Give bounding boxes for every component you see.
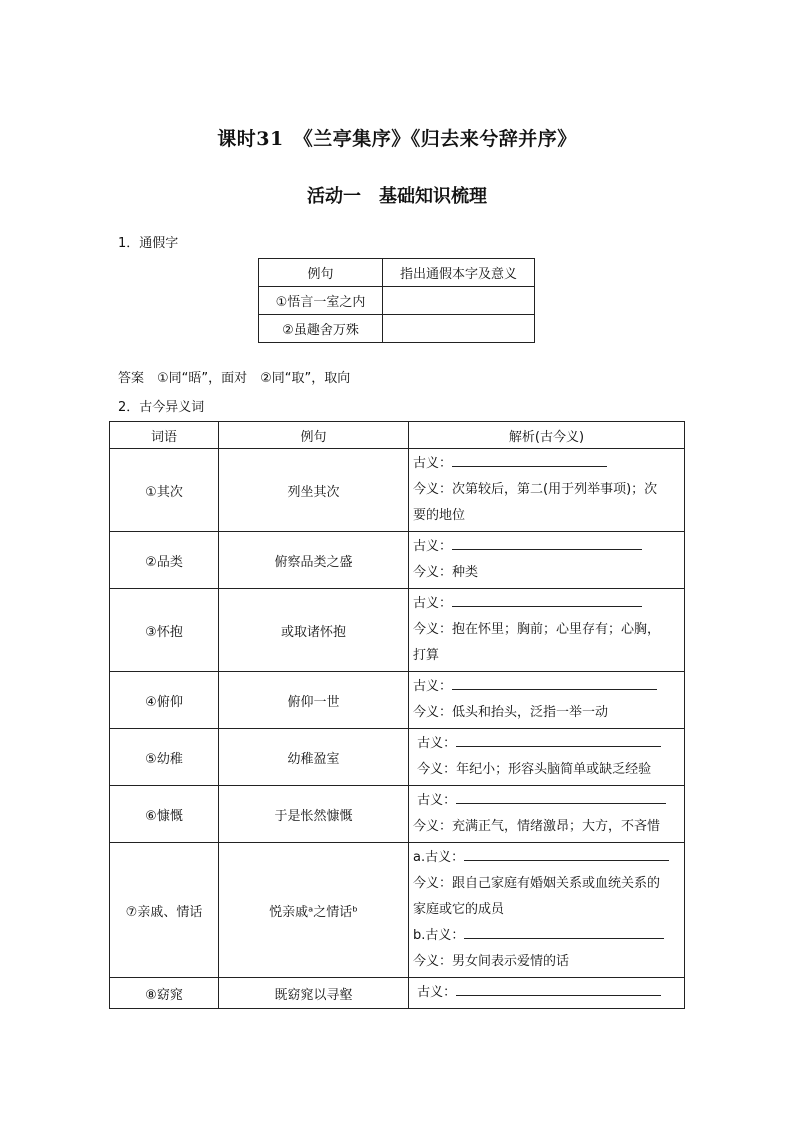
gu-yi-label: a.古义： <box>413 850 465 865</box>
example-sentence-cell: 列坐其次 <box>219 449 409 532</box>
word-cell: ①其次 <box>110 449 219 532</box>
explanation-cell <box>409 786 685 843</box>
fill-blank[interactable] <box>456 981 661 996</box>
fill-blank[interactable] <box>452 592 642 607</box>
explanation-cell <box>409 672 685 729</box>
page-title: 课时31 《兰亭集序》《归去来兮辞并序》 <box>217 128 577 150</box>
explanation-cell <box>409 532 685 589</box>
jin-yi-text: 今义：充满正气，情绪激昂；大方，不吝惜 <box>413 819 661 834</box>
gu-yi-label: 古义： <box>417 736 457 751</box>
word-cell: ⑧窈窕 <box>110 978 219 1009</box>
jin-yi-text: 今义：抱在怀里；胸前；心里存有；心胸， <box>413 622 661 637</box>
answer-text: 答案 ①同“晤”，面对 ②同“取”，取向 <box>118 371 351 386</box>
explanation-cell <box>409 589 685 672</box>
table-header: 解析(古今义) <box>409 422 685 449</box>
gu-yi-label: 古义： <box>413 679 453 694</box>
gu-yi-label: 古义： <box>413 539 453 554</box>
table-header: 例句 <box>259 259 383 287</box>
word-cell: ③怀抱 <box>110 589 219 672</box>
word-cell: ⑤幼稚 <box>110 729 219 786</box>
fill-blank[interactable] <box>452 452 607 467</box>
tongjiazi-table <box>258 258 535 343</box>
jin-yi-text: 今义：种类 <box>413 565 479 580</box>
jin-yi-text: 打算 <box>413 648 440 663</box>
explanation-cell <box>409 449 685 532</box>
answer-blank-cell <box>383 287 535 315</box>
jin-yi-text: 今义：男女间表示爱情的话 <box>413 954 570 969</box>
word-cell: ②品类 <box>110 532 219 589</box>
example-sentence-cell: 悦亲戚ᵃ之情话ᵇ <box>219 843 409 978</box>
jin-yi-text: 今义：次第较后，第二(用于列举事项)；次 <box>413 482 658 497</box>
explanation-cell <box>409 978 685 1009</box>
gu-yi-label: 古义： <box>417 985 457 1000</box>
activity-subtitle: 活动一 基础知识梳理 <box>307 186 487 207</box>
table-header: 词语 <box>110 422 219 449</box>
jin-yi-text: 今义：跟自己家庭有婚姻关系或血统关系的 <box>413 876 661 891</box>
fill-blank[interactable] <box>452 535 642 550</box>
table-header: 例句 <box>219 422 409 449</box>
example-sentence-cell: 俯察品类之盛 <box>219 532 409 589</box>
gu-yi-label: 古义： <box>417 793 457 808</box>
example-sentence-cell: 俯仰一世 <box>219 672 409 729</box>
example-sentence-cell: ②虽趣舍万殊 <box>259 315 383 343</box>
gu-yi-label: 古义： <box>413 456 453 471</box>
explanation-cell <box>409 729 685 786</box>
gu-yi-label: b.古义： <box>413 928 465 943</box>
example-sentence-cell: 于是怅然慷慨 <box>219 786 409 843</box>
fill-blank[interactable] <box>464 924 664 939</box>
jin-yi-text: 今义：年纪小；形容头脑简单或缺乏经验 <box>417 762 652 777</box>
gu-yi-label: 古义： <box>413 596 453 611</box>
example-sentence-cell: ①悟言一室之内 <box>259 287 383 315</box>
table-header: 指出通假本字及意义 <box>383 259 535 287</box>
example-sentence-cell: 幼稚盈室 <box>219 729 409 786</box>
gujin-yiyi-table <box>109 421 685 1009</box>
section-1-heading: 1．通假字 <box>118 236 179 251</box>
word-cell: ⑥慷慨 <box>110 786 219 843</box>
jin-yi-text: 要的地位 <box>413 508 466 523</box>
word-cell: ⑦亲戚、情话 <box>110 843 219 978</box>
jin-yi-text: 今义：低头和抬头，泛指一举一动 <box>413 705 609 720</box>
answer-blank-cell <box>383 315 535 343</box>
fill-blank[interactable] <box>464 846 669 861</box>
jin-yi-text: 家庭或它的成员 <box>413 902 505 917</box>
example-sentence-cell: 既窈窕以寻壑 <box>219 978 409 1009</box>
example-sentence-cell: 或取诸怀抱 <box>219 589 409 672</box>
fill-blank[interactable] <box>456 789 666 804</box>
word-cell: ④俯仰 <box>110 672 219 729</box>
fill-blank[interactable] <box>452 675 657 690</box>
explanation-cell <box>409 843 685 978</box>
section-2-heading: 2．古今异义词 <box>118 400 205 415</box>
fill-blank[interactable] <box>456 732 661 747</box>
